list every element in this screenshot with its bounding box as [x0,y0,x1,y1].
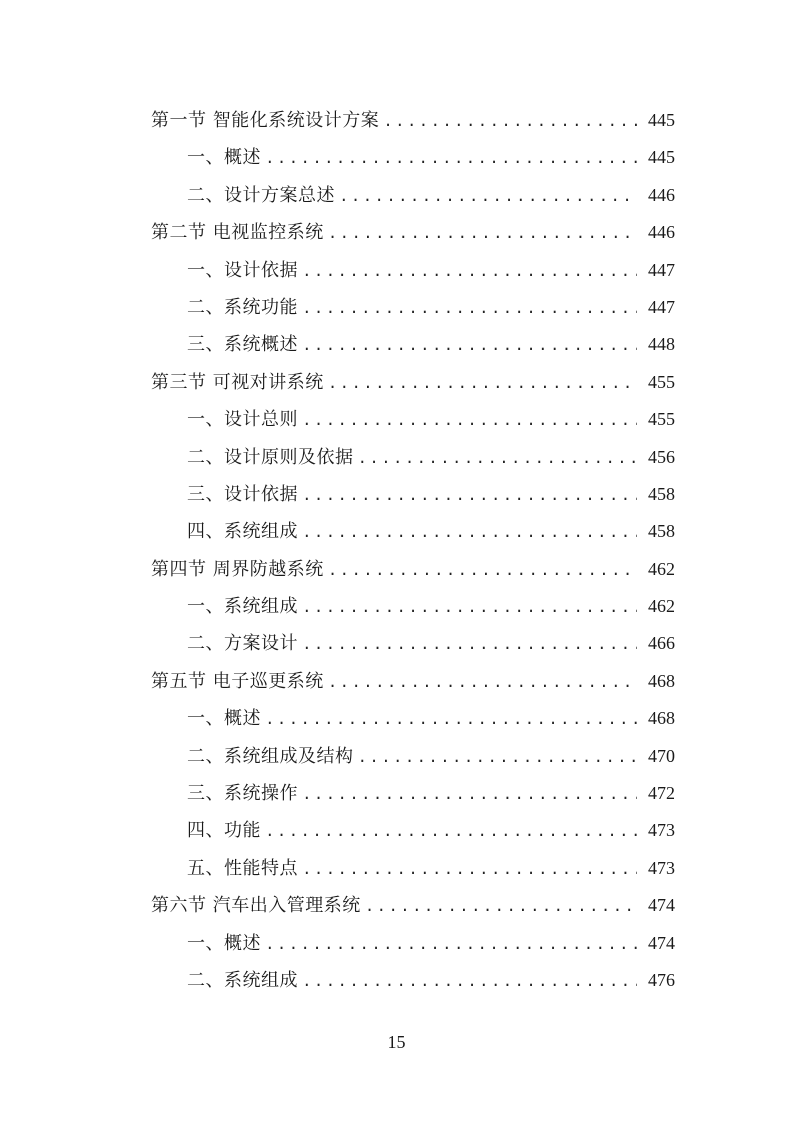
toc-entry-title: 二、系统组成 [187,969,298,991]
toc-entry[interactable] [151,102,675,139]
toc-entry-page: 468 [648,708,675,729]
toc-entry-title: 二、方案设计 [187,633,298,655]
toc-entry-title: 第四节 周界防越系统 [151,558,324,580]
toc-entry[interactable] [151,738,675,775]
toc-leader-dots [302,254,637,291]
toc-entry-title: 第五节 电子巡更系统 [151,670,324,692]
toc-entry[interactable] [151,177,675,214]
toc-entry-page: 462 [648,596,675,617]
table-of-contents [151,102,675,999]
toc-entry-title: 四、功能 [187,820,261,842]
toc-leader-dots [302,478,637,515]
toc-entry[interactable] [151,775,675,812]
toc-leader-dots [302,328,637,365]
toc-entry-title: 二、设计方案总述 [187,184,335,206]
toc-entry-page: 445 [648,147,675,168]
toc-entry[interactable] [151,139,675,176]
toc-entry-page: 446 [648,222,675,243]
toc-entry-page: 447 [648,259,675,280]
toc-entry-title: 第六节 汽车出入管理系统 [151,895,361,917]
toc-leader-dots [328,553,637,590]
toc-entry[interactable] [151,214,675,251]
toc-entry-page: 473 [648,820,675,841]
toc-entry-title: 四、系统组成 [187,521,298,543]
toc-leader-dots [265,702,637,739]
toc-leader-dots [302,852,637,889]
toc-entry-page: 473 [648,857,675,878]
toc-entry-title: 五、性能特点 [187,857,298,879]
toc-entry[interactable] [151,887,675,924]
toc-entry[interactable] [151,326,675,363]
toc-entry-page: 455 [648,409,675,430]
toc-entry[interactable] [151,364,675,401]
toc-leader-dots [302,777,637,814]
toc-leader-dots [358,441,638,478]
toc-leader-dots [339,179,637,216]
toc-entry-title: 一、设计总则 [187,409,298,431]
toc-entry-title: 一、概述 [187,147,261,169]
toc-leader-dots [265,141,637,178]
toc-entry-title: 一、概述 [187,932,261,954]
toc-entry[interactable] [151,401,675,438]
toc-entry[interactable] [151,850,675,887]
toc-entry-title: 一、系统组成 [187,596,298,618]
toc-entry[interactable] [151,962,675,999]
toc-entry[interactable] [151,476,675,513]
toc-entry[interactable] [151,588,675,625]
toc-entry-page: 446 [648,184,675,205]
toc-entry-page: 474 [648,895,675,916]
toc-entry-page: 462 [648,558,675,579]
toc-leader-dots [302,627,637,664]
toc-entry-page: 455 [648,371,675,392]
toc-entry-title: 二、设计原则及依据 [187,446,354,468]
toc-leader-dots [302,964,637,1001]
toc-entry-title: 第一节 智能化系统设计方案 [151,110,380,131]
toc-entry-page: 445 [648,110,675,130]
toc-leader-dots [328,216,637,253]
toc-entry[interactable] [151,663,675,700]
toc-leader-dots [302,403,637,440]
toc-entry-page: 468 [648,670,675,691]
toc-entry[interactable] [151,700,675,737]
page-number: 15 [387,1032,406,1052]
toc-entry-page: 470 [648,745,675,766]
toc-entry-title: 第三节 可视对讲系统 [151,371,324,393]
toc-leader-dots [302,590,637,627]
toc-leader-dots [365,889,637,926]
toc-entry-title: 一、设计依据 [187,259,298,281]
toc-entry[interactable] [151,812,675,849]
toc-entry-page: 447 [648,296,675,317]
toc-entry[interactable] [151,551,675,588]
toc-entry[interactable] [151,625,675,662]
toc-entry-title: 第二节 电视监控系统 [151,222,324,244]
toc-leader-dots [265,814,637,851]
toc-entry-page: 456 [648,446,675,467]
toc-entry[interactable] [151,925,675,962]
toc-entry-page: 476 [648,969,675,990]
toc-leader-dots [265,927,637,964]
toc-entry-page: 448 [648,334,675,355]
toc-entry[interactable] [151,289,675,326]
toc-entry[interactable] [151,513,675,550]
toc-leader-dots [302,515,637,552]
toc-leader-dots [328,665,637,702]
toc-entry-title: 二、系统功能 [187,296,298,318]
toc-entry-title: 一、概述 [187,708,261,730]
toc-leader-dots [302,291,637,328]
toc-entry-title: 三、系统操作 [187,783,298,805]
toc-entry-title: 二、系统组成及结构 [187,745,354,767]
toc-entry-page: 472 [648,783,675,804]
toc-entry-title: 三、系统概述 [187,334,298,356]
toc-entry-title: 三、设计依据 [187,483,298,505]
toc-leader-dots [358,740,638,777]
toc-entry-page: 466 [648,633,675,654]
toc-entry[interactable] [151,439,675,476]
toc-entry-page: 458 [648,521,675,542]
toc-leader-dots [328,366,637,403]
toc-leader-dots [383,104,637,141]
toc-entry-page: 458 [648,483,675,504]
toc-entry[interactable] [151,252,675,289]
toc-entry-page: 474 [648,932,675,953]
